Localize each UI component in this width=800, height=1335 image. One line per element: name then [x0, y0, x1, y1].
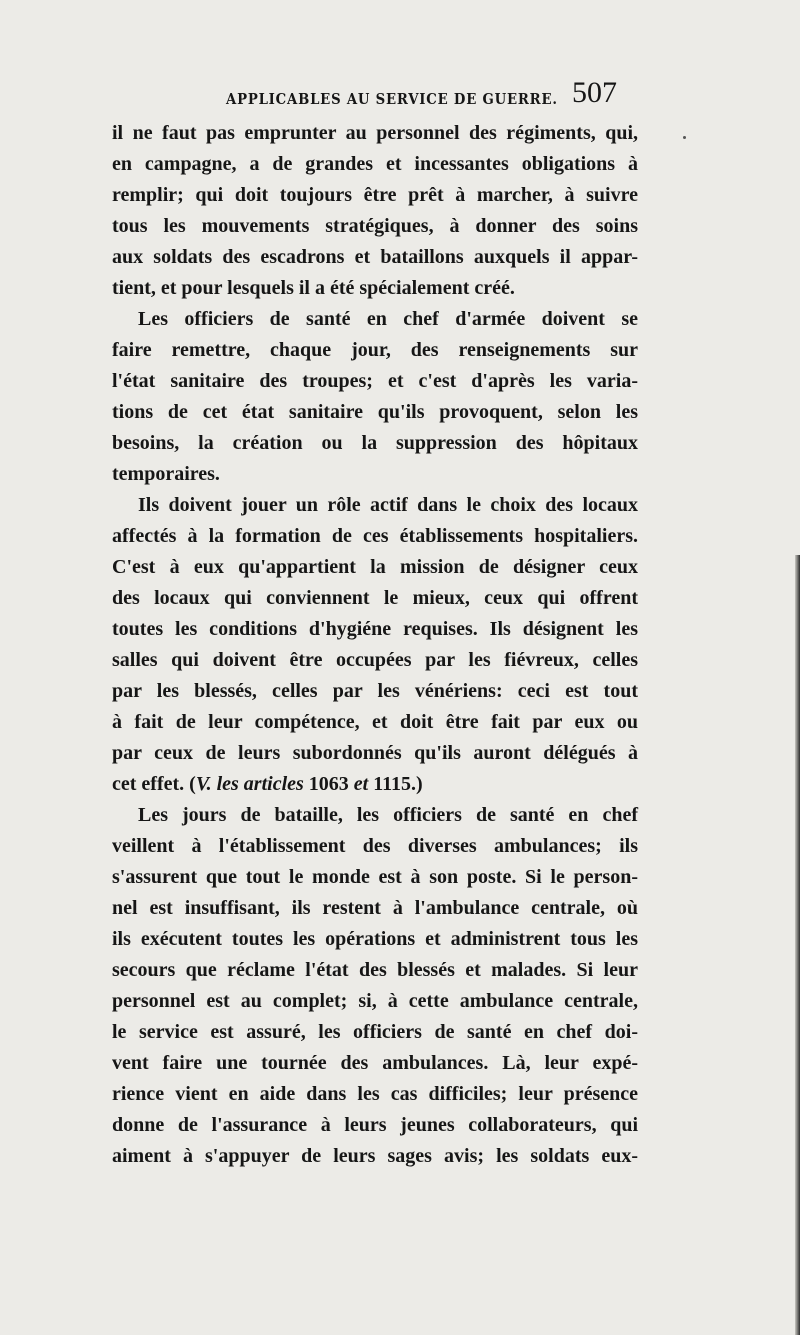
text-line: C'est à eux qu'appartient la mission de désigner ceux [112, 556, 638, 578]
text-line: veillent à l'établissement des diverses ambulances; ils [112, 835, 638, 857]
ref-prefix: cet effet. ( [112, 773, 196, 795]
text-line: vent faire une tournée des ambulances. Là, leur expé- [112, 1052, 638, 1074]
ref-conjunction: et [353, 773, 369, 795]
text-line: par les blessés, celles par les vénériens: ceci est tout [112, 680, 638, 702]
ink-speck [683, 136, 686, 139]
text-line: aux soldats des escadrons et bataillons auxquels il appar- [112, 246, 638, 268]
page-header [0, 76, 800, 116]
text-line: Ils doivent jouer un rôle actif dans le choix des locaux [138, 494, 638, 516]
page-number: 507 [572, 76, 617, 109]
text-line: s'assurent que tout le monde est à son poste. Si le person- [112, 866, 638, 888]
page-edge-shadow [795, 555, 800, 1335]
text-line: toutes les conditions d'hygiéne requises. Ils désignent les [112, 618, 638, 640]
ref-italic: V. les articles [195, 773, 304, 795]
text-line: besoins, la création ou la suppression des hôpitaux [112, 432, 638, 454]
body-text [112, 118, 638, 1172]
text-line: rience vient en aide dans les cas difficiles; leur présence [112, 1083, 638, 1105]
text-line: par ceux de leurs subordonnés qu'ils auront délégués à [112, 742, 638, 764]
text-line: le service est assuré, les officiers de santé en chef doi- [112, 1021, 638, 1043]
text-line: l'état sanitaire des troupes; et c'est d'après les varia- [112, 370, 638, 392]
text-line: ils exécutent toutes les opérations et administrent tous les [112, 928, 638, 950]
text-line: temporaires. [112, 463, 220, 485]
ref-number-1: 1063 [308, 773, 349, 795]
text-line: aiment à s'appuyer de leurs sages avis; les soldats eux- [112, 1145, 638, 1167]
text-line: tient, et pour lesquels il a été spécialement créé. [112, 277, 515, 299]
text-line: tous les mouvements stratégiques, à donner des soins [112, 215, 638, 237]
text-line-reference [112, 769, 638, 800]
text-line: affectés à la formation de ces établissements hospitaliers. [112, 525, 638, 547]
text-line: tions de cet état sanitaire qu'ils provoquent, selon les [112, 401, 638, 423]
text-line: à fait de leur compétence, et doit être fait par eux ou [112, 711, 638, 733]
text-line: secours que réclame l'état des blessés et malades. Si leur [112, 959, 638, 981]
text-line: il ne faut pas emprunter au personnel des régiments, qui, [112, 122, 638, 144]
text-line: donne de l'assurance à leurs jeunes collaborateurs, qui [112, 1114, 638, 1136]
text-line: salles qui doivent être occupées par les fiévreux, celles [112, 649, 638, 671]
text-line: personnel est au complet; si, à cette ambulance centrale, [112, 990, 638, 1012]
text-line: faire remettre, chaque jour, des renseignements sur [112, 339, 638, 361]
text-line: Les jours de bataille, les officiers de santé en chef [138, 804, 638, 826]
text-line: Les officiers de santé en chef d'armée doivent se [138, 308, 638, 330]
text-line: nel est insuffisant, ils restent à l'ambulance centrale, où [112, 897, 638, 919]
text-line: en campagne, a de grandes et incessantes obligations à [112, 153, 638, 175]
running-title: APPLICABLES AU SERVICE DE GUERRE. [226, 90, 558, 108]
text-line: remplir; qui doit toujours être prêt à marcher, à suivre [112, 184, 638, 206]
text-line: des locaux qui conviennent le mieux, ceux qui offrent [112, 587, 638, 609]
ref-number-2: 1115.) [373, 773, 423, 795]
